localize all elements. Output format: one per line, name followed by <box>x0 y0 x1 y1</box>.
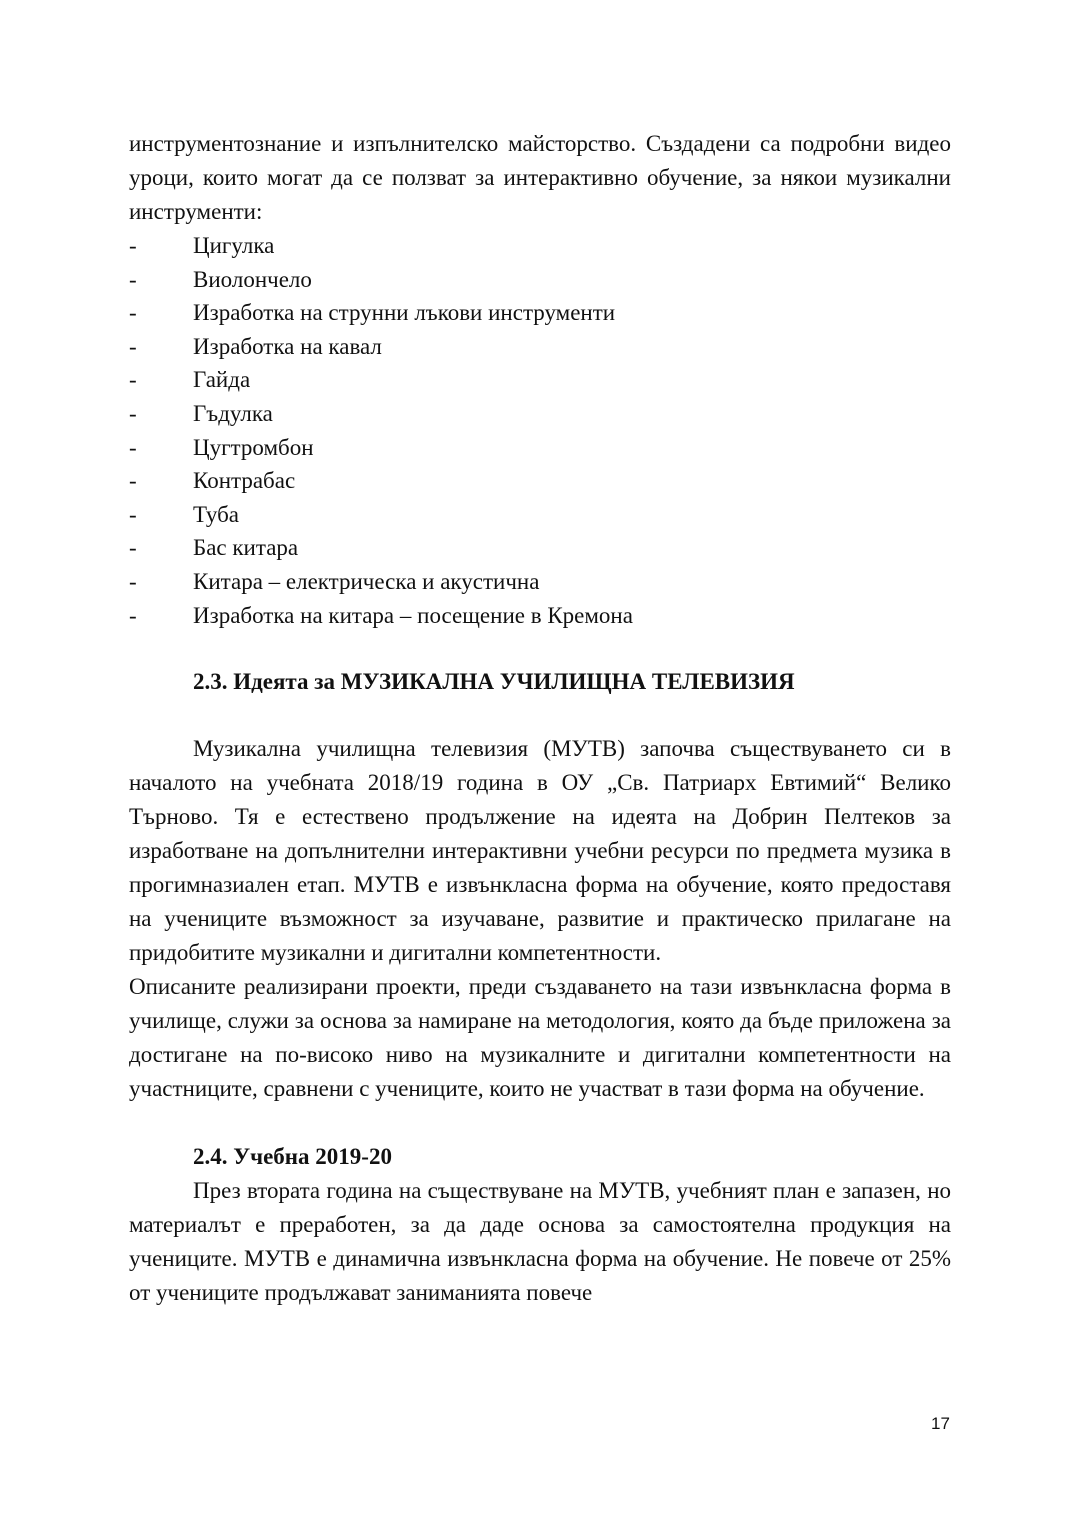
list-item-text: Бас китара <box>193 535 299 561</box>
list-item-text: Контрабас <box>193 468 296 494</box>
section-2-3-paragraph-2: Описаните реализирани проекти, преди създаването на тази извънкласна форма в училище, служи за основа за намиране на методология, която да бъде приложена за достигане на по-високо ниво на музикалните и дигитални компетентности на участниците, сравнени с учениците, които не участват в тази форма на обучение. <box>129 974 951 1102</box>
list-dash: - <box>129 468 137 494</box>
list-item-text: Цугтромбон <box>193 434 314 460</box>
list-dash: - <box>129 266 137 292</box>
list-dash: - <box>129 568 137 594</box>
list-item <box>129 565 951 599</box>
list-item <box>129 263 951 297</box>
list-item <box>129 531 951 565</box>
list-item-text: Туба <box>193 501 240 527</box>
section-2-3-paragraph-1: Музикална училищна телевизия (МУТВ) започва съществуването си в началото на учебната 2018/19 година в ОУ „Св. Патриарх Евтимий“ Велико Търново. Тя е естествено продължение на идеята на Добрин Пелтеков за изработване на допълнителни интерактивни учебни ресурси по предмета музика в прогимназиален етап. МУТВ е извънкласна форма на обучение, която предоставя на учениците възможност за изучаване, развитие и практическо прилагане на придобитите музикални и дигитални компетентности. <box>129 736 951 966</box>
list-item <box>129 431 951 465</box>
section-2-4-paragraph: През втората година на съществуване на МУТВ, учебният план е запазен, но материалът е преработен, за да даде основа за самостоятелна продукция на учениците. МУТВ е динамична извънкласна форма на обучение. Не повече от 25% от учениците продължават заниманията повече <box>129 1178 951 1306</box>
intro-paragraph: инструментознание и изпълнителско майсторство. Създадени са подробни видео уроци, които могат да се ползват за интерактивно обучение, за някои музикални инструменти: <box>129 131 951 224</box>
list-item <box>129 296 951 330</box>
list-item <box>129 498 951 532</box>
list-dash: - <box>129 333 137 359</box>
list-item-text: Гайда <box>193 367 251 393</box>
list-dash: - <box>129 367 137 393</box>
list-item-text: Изработка на струнни лъкови инструменти <box>193 300 616 326</box>
list-dash: - <box>129 535 137 561</box>
section-heading-2-3: 2.3. Идеята за МУЗИКАЛНА УЧИЛИЩНА ТЕЛЕВИЗИЯ <box>193 669 795 695</box>
list-item <box>129 397 951 431</box>
list-dash: - <box>129 434 137 460</box>
instrument-list <box>129 229 951 632</box>
document-page <box>129 127 951 1310</box>
page-number: 17 <box>931 1414 950 1433</box>
list-item-text: Цигулка <box>193 233 275 258</box>
list-item <box>129 599 951 633</box>
list-item <box>129 464 951 498</box>
list-dash: - <box>129 300 137 326</box>
section-heading-2-4: 2.4. Учебна 2019-20 <box>193 1144 392 1170</box>
list-item-text: Китара – електрическа и акустична <box>193 568 540 594</box>
list-item <box>129 229 951 263</box>
list-dash: - <box>129 602 137 628</box>
list-item <box>129 363 951 397</box>
list-dash: - <box>129 501 137 527</box>
list-item <box>129 330 951 364</box>
list-item-text: Изработка на китара – посещение в Кремона <box>193 602 633 628</box>
list-item-text: Изработка на кавал <box>193 333 382 359</box>
list-item-text: Гъдулка <box>193 400 273 426</box>
list-item-text: Виолончело <box>193 266 312 292</box>
list-dash: - <box>129 233 137 258</box>
list-dash: - <box>129 400 137 426</box>
